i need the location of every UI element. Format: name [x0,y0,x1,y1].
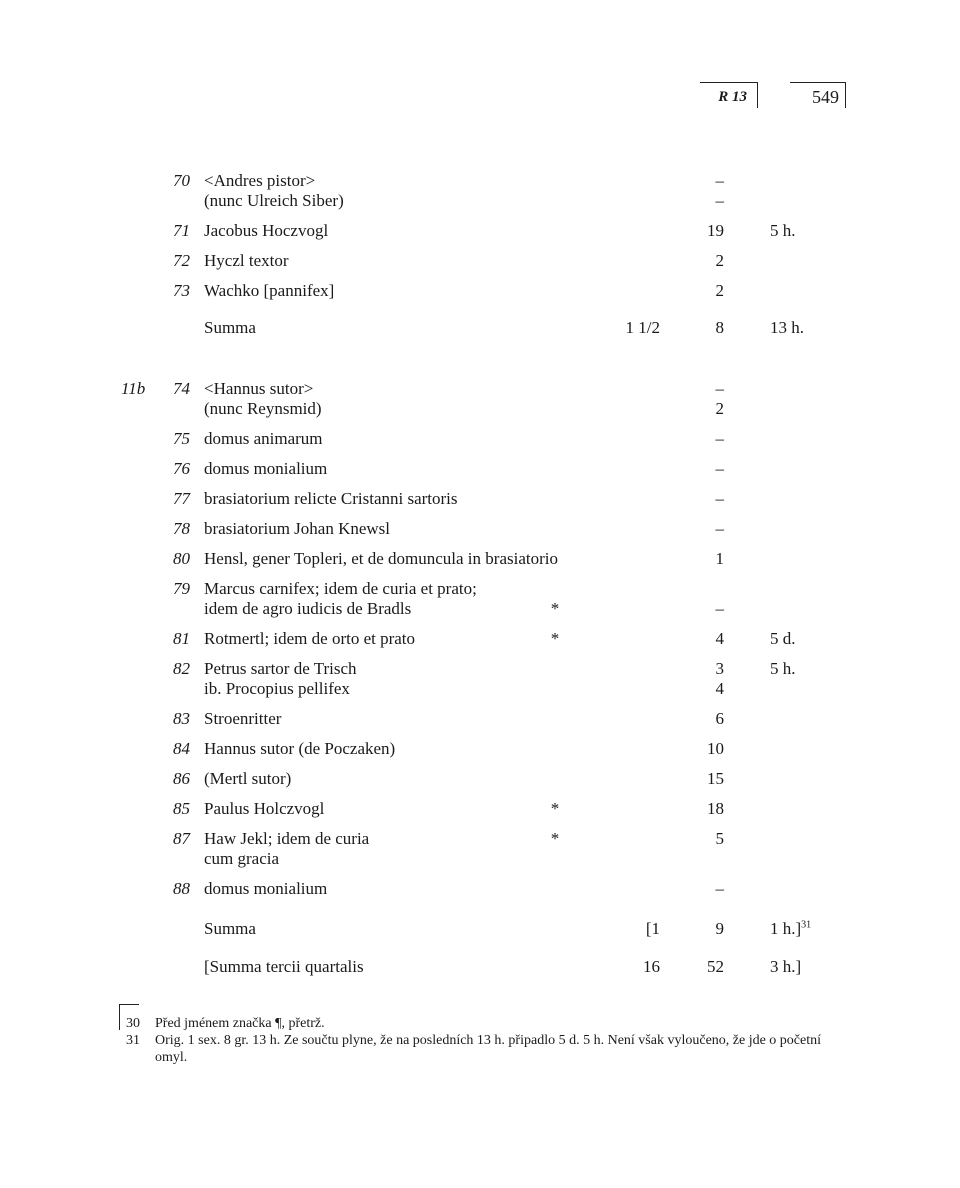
table-row [0,709,960,729]
entry-mark: * [550,599,560,618]
amount-grossi: – [715,191,724,210]
table-row [0,549,960,569]
amount-grossi: 8 [715,318,724,337]
table-row [0,919,960,939]
amount-grossi: – [715,489,724,508]
running-head-signature [700,82,758,108]
table-row [0,399,960,419]
table-row [0,879,960,899]
amount-denarii: 13 h. [770,318,804,337]
entry-number: 71 [173,221,190,240]
footnote-text: Orig. 1 sex. 8 gr. 13 h. Ze součtu plyne, že na posledních 13 h. připadlo 5 d. 5 h. Není však vyloučeno, že jde o početní omyl. [155,1033,822,1065]
entry-name: ib. Procopius pellifex [204,679,350,698]
table-row [0,629,960,649]
entry-name: domus animarum [204,429,323,448]
entry-number: 83 [173,709,190,728]
amount-grossi: 2 [715,251,724,270]
entry-number: 85 [173,799,190,818]
amount-grossi: 4 [715,629,724,648]
entry-name: Rotmertl; idem de orto et prato [204,629,416,648]
amount-grossi: 9 [715,919,724,938]
entry-number: 82 [173,659,190,678]
entry-number: 74 [173,379,190,398]
amount-grossi: – [715,879,724,898]
amount-denarii: 1 h.]$^{31}$ [770,919,812,938]
amount-grossi: 2 [715,399,724,418]
amount-grossi: – [715,599,724,618]
amount-grossi: 15 [707,769,724,788]
amount-grossi: – [715,429,724,448]
table-row [0,191,960,211]
amount-grossi: 19 [707,221,724,240]
entry-number: 81 [173,629,190,648]
table-row [0,799,960,819]
entry-number: 88 [173,879,190,898]
entry-number: 87 [173,829,190,848]
table-row [0,849,960,869]
entry-name: Paulus Holczvogl [204,799,325,818]
table-row [0,251,960,271]
entry-name: (nunc Ulreich Siber) [204,191,344,210]
amount-grossi: 4 [715,679,724,698]
entry-name: <Andres pistor> [204,171,316,190]
amount-denarii: 5 h. [770,659,796,678]
entry-number: 73 [173,281,190,300]
amount-grossi: 3 [715,659,724,678]
amount-denarii: 3 h.] [770,957,802,976]
entry-name: Haw Jekl; idem de curia [204,829,370,848]
entry-name: Jacobus Hoczvogl [204,221,329,240]
footnote-number: 30 [126,1016,140,1031]
amount-sexagena: 16 [643,957,660,976]
amount-grossi: – [715,171,724,190]
margin-folio: 11b [121,379,146,398]
amount-grossi: 6 [715,709,724,728]
running-head-page [790,82,846,108]
amount-grossi: 2 [715,281,724,300]
table-row [0,459,960,479]
table-row [0,739,960,759]
amount-grossi: 5 [715,829,724,848]
table-row [0,579,960,599]
amount-grossi: 10 [707,739,724,758]
entry-name: Wachko [pannifex] [204,281,335,300]
amount-grossi: 52 [707,957,724,976]
entry-number: 72 [173,251,190,270]
table-row [0,281,960,301]
page-number: 549 [812,87,839,107]
entry-name: Summa [204,919,256,938]
table-row [0,679,960,699]
signature-label: R 13 [718,89,747,105]
entry-number: 77 [173,489,190,508]
entry-number: 79 [173,579,190,598]
footnote-ref: 31 [801,919,812,931]
entry-number: 78 [173,519,190,538]
amount-denarii: 5 d. [770,629,796,648]
table-row [0,221,960,241]
entry-number: 86 [173,769,190,788]
footnote-text: Před jménem značka ¶, přetrž. [155,1016,325,1031]
entry-name: Marcus carnifex; idem de curia et prato; [204,579,477,598]
entry-name: (nunc Reynsmid) [204,399,322,418]
entry-name: (Mertl sutor) [204,769,292,788]
table-row [0,519,960,539]
entry-name: Petrus sartor de Trisch [204,659,357,678]
amount-grossi: – [715,519,724,538]
table-row [0,769,960,789]
amount-grossi: 18 [707,799,724,818]
table-row [0,429,960,449]
entry-name: Hyczl textor [204,251,289,270]
table-row [0,659,960,679]
entry-name: cum gracia [204,849,280,868]
entry-name: brasiatorium relicte Cristanni sartoris [204,489,458,508]
entry-number: 70 [173,171,190,190]
entry-number: 75 [173,429,190,448]
table-row [0,318,960,338]
amount-grossi: – [715,379,724,398]
amount-sexagena: 1 1/2 [625,318,660,337]
amount-grossi: – [715,459,724,478]
entry-name: domus monialium [204,879,328,898]
entry-mark: * [550,629,560,648]
amount-grossi: 1 [715,549,724,568]
entry-name: brasiatorium Johan Knewsl [204,519,391,538]
amount-sexagena: [1 [645,919,660,938]
table-row [0,957,960,977]
entry-number: 76 [173,459,190,478]
table-row [0,171,960,191]
footnote-number: 31 [126,1033,140,1048]
entry-name: Hannus sutor (de Poczaken) [204,739,396,758]
table-row [0,599,960,619]
table-row [0,489,960,509]
entry-name: <Hannus sutor> [204,379,314,398]
amount-denarii: 5 h. [770,221,796,240]
entry-mark: * [550,799,560,818]
table-row [0,829,960,849]
entry-name: domus monialium [204,459,328,478]
entry-mark: * [550,829,560,848]
entry-number: 84 [173,739,190,758]
entry-name: Stroenritter [204,709,282,728]
entry-name: Summa [204,318,256,337]
entry-number: 80 [173,549,190,568]
entry-name: Hensl, gener Topleri, et de domuncula in brasiatorio [204,549,558,568]
entry-name: [Summa tercii quartalis [204,957,364,976]
table-row [0,379,960,399]
entry-name: idem de agro iudicis de Bradls [204,599,412,618]
